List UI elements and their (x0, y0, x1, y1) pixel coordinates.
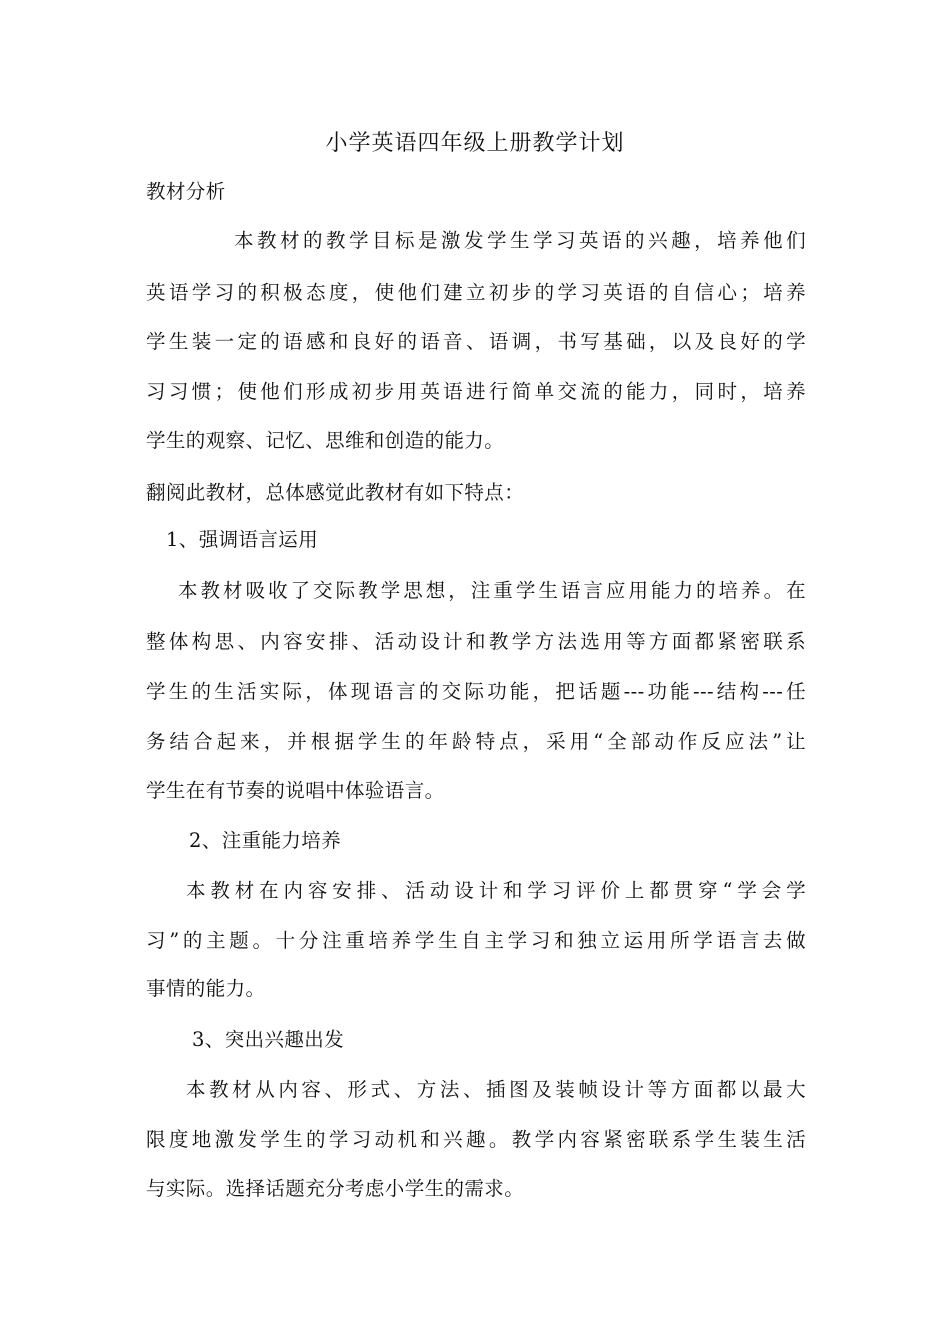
paragraph-line: 习”的主题。十分注重培养学生自主学习和独立运用所学语言去做 (146, 929, 806, 952)
document-title: 小学英语四年级上册教学计划 (325, 131, 625, 156)
paragraph-line: 本教材的教学目标是激发学生学习英语的兴趣，培养他们 (234, 229, 806, 252)
paragraph-line: 学生装一定的语感和良好的语音、语调，书写基础，以及良好的学 (146, 330, 806, 353)
paragraph-line: 本教材吸收了交际教学思想，注重学生语言应用能力的培养。在 (178, 579, 806, 602)
feature-heading-1: 1、强调语言运用 (166, 528, 319, 551)
paragraph-line: 事情的能力。 (146, 977, 266, 1000)
paragraph-line: 习习惯；使他们形成初步用英语进行简单交流的能力，同时，培养 (146, 380, 806, 403)
paragraph-line: 学生的观察、记忆、思维和创造的能力。 (146, 429, 505, 452)
paragraph-line: 整体构思、内容安排、活动设计和教学方法选用等方面都紧密联系 (146, 630, 806, 653)
paragraph-line: 学生的生活实际，体现语言的交际功能，把话题---功能---结构---任 (146, 680, 806, 703)
paragraph-line: 本教材在内容安排、活动设计和学习评价上都贯穿“学会学 (186, 879, 806, 902)
paragraph-line: 限度地激发学生的学习动机和兴趣。教学内容紧密联系学生装生活 (146, 1128, 806, 1151)
paragraph-line: 翻阅此教材，总体感觉此教材有如下特点： (146, 481, 525, 504)
section-heading-textbook-analysis: 教材分析 (146, 180, 226, 203)
paragraph-line: 本教材从内容、形式、方法、插图及装帧设计等方面都以最大 (186, 1078, 806, 1101)
feature-heading-2: 2、注重能力培养 (189, 829, 342, 852)
feature-heading-3: 3、突出兴趣出发 (192, 1028, 345, 1051)
paragraph-line: 学生在有节奏的说唱中体验语言。 (146, 779, 445, 802)
paragraph-line: 与实际。选择话题充分考虑小学生的需求。 (146, 1177, 525, 1200)
paragraph-line: 英语学习的积极态度，使他们建立初步的学习英语的自信心；培养 (146, 281, 806, 304)
paragraph-line: 务结合起来，并根据学生的年龄特点，采用“全部动作反应法”让 (146, 730, 806, 753)
